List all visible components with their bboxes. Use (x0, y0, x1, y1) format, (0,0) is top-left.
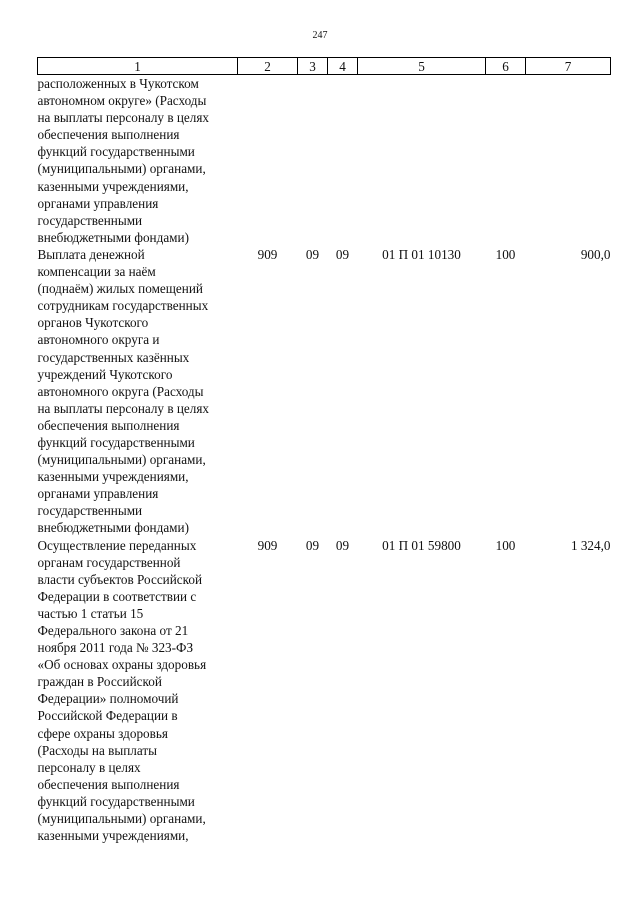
row-description (38, 537, 238, 845)
table-row (38, 246, 611, 537)
section-code (298, 75, 328, 246)
description-line: казенными учреждениями, (37, 469, 189, 485)
description-line: обеспечения выполнения (37, 127, 180, 143)
row-description (38, 75, 238, 246)
column-header-4: 4 (328, 58, 358, 75)
target-article-code (358, 75, 486, 246)
description-line: сотрудникам государственных (37, 298, 209, 314)
description-line: Федерации» полномочий (37, 691, 179, 707)
description-line: органами управления (37, 486, 159, 502)
ministry-code (238, 75, 298, 246)
subsection-code (328, 75, 358, 246)
description-line: (Расходы на выплаты (37, 742, 157, 758)
description-line: функций государственными (37, 434, 195, 450)
description-line: казенными учреждениями, (37, 828, 189, 844)
amount-value: 900,0 (580, 246, 611, 262)
description-line: Осуществление переданных (37, 537, 197, 553)
column-header-6: 6 (486, 58, 526, 75)
description-line: (муниципальными) органами, (37, 161, 206, 177)
table-row (38, 537, 611, 845)
page-number: 247 (312, 30, 328, 41)
description-line: (поднаём) жилых помещений (37, 281, 203, 297)
column-header-7: 7 (526, 58, 611, 75)
description-line: функций государственными (37, 793, 195, 809)
description-line: граждан в Российской (37, 674, 162, 690)
budget-table (37, 57, 611, 844)
description-line: (муниципальными) органами, (37, 452, 206, 468)
description-line: Выплата денежной (37, 246, 145, 262)
subsection-code: 09 (335, 537, 350, 553)
description-line: на выплаты персоналу в целях (37, 110, 209, 126)
description-line: автономном округе» (Расходы (37, 93, 207, 109)
ministry-code: 909 (257, 246, 278, 262)
expense-type-code (486, 75, 526, 246)
section-code: 09 (305, 537, 320, 553)
description-line: частью 1 статьи 15 (37, 605, 144, 621)
ministry-code: 909 (257, 537, 278, 553)
description-line: Федерального закона от 21 (37, 623, 189, 638)
description-line: органов Чукотского (37, 315, 149, 331)
description-line: автономного округа и (37, 332, 160, 348)
column-header-3: 3 (298, 58, 328, 75)
description-line: учреждений Чукотского (37, 366, 173, 382)
amount-value (526, 75, 611, 246)
description-line: на выплаты персоналу в целях (37, 400, 209, 416)
column-header-2: 2 (238, 58, 298, 75)
expense-type-code: 100 (495, 246, 516, 262)
description-line: (муниципальными) органами, (37, 811, 206, 827)
amount-value: 1 324,0 (570, 537, 611, 553)
target-article-code: 01 П 01 10130 (382, 246, 461, 262)
row-description (38, 246, 238, 537)
column-header-1: 1 (38, 58, 238, 75)
description-line: компенсации за наём (37, 264, 156, 280)
description-line: обеспечения выполнения (37, 417, 180, 433)
table-header-row (38, 58, 611, 75)
description-line: органам государственной (37, 554, 181, 570)
description-line: казенными учреждениями, (37, 178, 189, 194)
description-line: Российской Федерации в (37, 708, 178, 724)
section-code: 09 (305, 246, 320, 262)
description-line: государственными (37, 212, 143, 228)
description-line: функций государственными (37, 144, 195, 160)
subsection-code: 09 (335, 246, 350, 262)
description-line: органами управления (37, 195, 159, 211)
description-line: государственных казённых (37, 349, 190, 365)
description-line: сфере охраны здоровья (37, 725, 168, 741)
description-line: расположенных в Чукотском (37, 76, 199, 91)
description-line: Федерации в соответствии с (37, 588, 197, 604)
expense-type-code: 100 (495, 537, 516, 553)
description-line: внебюджетными фондами) (37, 520, 189, 536)
description-line: автономного округа (Расходы (37, 383, 204, 399)
description-line: ноября 2011 года № 323-ФЗ (37, 640, 194, 656)
description-line: власти субъектов Российской (37, 571, 203, 587)
description-line: «Об основах охраны здоровья (37, 657, 207, 673)
description-line: внебюджетными фондами) (37, 229, 189, 245)
description-line: государственными (37, 503, 143, 519)
column-header-5: 5 (358, 58, 486, 75)
table-row (38, 75, 611, 246)
target-article-code: 01 П 01 59800 (382, 537, 461, 553)
description-line: персоналу в целях (37, 759, 141, 775)
description-line: обеспечения выполнения (37, 776, 180, 792)
